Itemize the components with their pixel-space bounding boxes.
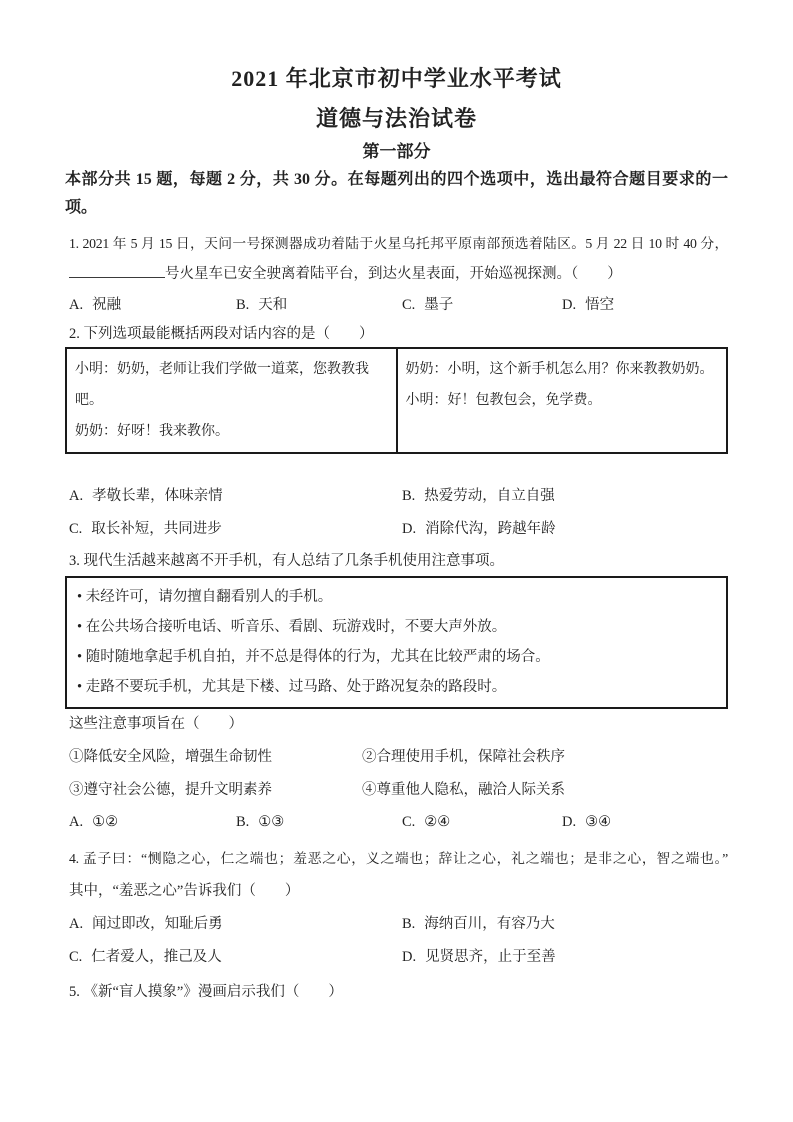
option-text: 取长补短，共同进步 [91,521,222,537]
question-3-option-c [402,807,562,838]
question-1-stem-line1: 1. 2021 年 5 月 15 日，天问一号探测器成功着陆于火星乌托邦平原南部预选着陆区。5 月 22 日 10 时 40 分， [69,236,728,251]
question-4-option-c [69,941,402,974]
section-heading: 第一部分 [362,142,431,161]
question-4-option-d [402,941,728,974]
option-text: 墨子 [424,297,454,313]
option-label: A. [69,814,84,830]
option-label: D. [402,949,417,965]
question-4-stem-line2: 其中，“羞恶之心”告诉我们（ ） [69,883,300,899]
option-label: C. [69,949,83,965]
question-3-options [65,807,728,838]
dialogue-line: 小明：好！包教包会，免学费。 [405,393,602,408]
option-label: D. [402,521,417,537]
option-text: 祝融 [92,297,122,313]
question-4-option-a [69,908,402,941]
dialogue-line: 小明：奶奶，老师让我们学做一道菜，您教教我吧。 [75,362,369,408]
note-item: • 未经许可，请勿擅自翻看别人的手机。 [77,589,333,605]
question-1-stem-line2 [65,259,728,290]
option-label: A. [69,916,84,932]
question-3-points [65,741,728,807]
section-instructions-line1: 本部分共 15 题，每题 2 分，共 30 分。在每题列出的四个选项中，选出最符合题目要求的一 [65,171,728,188]
doc-subtitle: 道德与法治试卷 [315,106,477,131]
question-3-option-d [562,807,728,838]
option-text: 悟空 [585,297,615,313]
question-1-options [65,290,728,321]
question-1-stem-line2-text: 号火星车已安全驶离着陆平台，到达火星表面，开始巡视探测。（ ） [165,266,622,282]
question-2-option-a [69,480,402,513]
question-5-stem: 5. 《新“盲人摸象”》漫画启示我们（ ） [69,984,343,1000]
option-text: 消除代沟，跨越年龄 [425,521,556,537]
point-item-2: ②合理使用手机，保障社会秩序 [362,749,565,765]
dialogue-line: 奶奶：好呀！我来教你。 [75,424,229,439]
option-text: 仁者爱人，推己及人 [91,949,222,965]
question-1-option-d [562,290,728,321]
dialogue-cell-right [397,348,728,453]
option-text: ①② [92,814,119,830]
option-label: B. [402,916,416,932]
option-text: 天和 [258,297,288,313]
page-content [65,0,728,1007]
option-text: 闻过即改，知耻后勇 [92,916,223,932]
option-label: A. [69,297,84,313]
question-2-options [65,480,728,546]
point-item-1: ①降低安全风险，增强生命韧性 [69,749,272,765]
question-3-follow-up: 这些注意事项旨在（ ） [69,716,243,732]
option-text: 海纳百川，有容乃大 [424,916,555,932]
point-item-4: ④尊重他人隐私，融洽人际关系 [362,782,565,798]
point-item-3: ③遵守社会公德，提升文明素养 [69,782,272,798]
note-item: • 走路不要玩手机，尤其是下楼、过马路、处于路况复杂的路段时。 [77,679,507,695]
option-label: D. [562,297,577,313]
option-label: B. [236,814,250,830]
question-4-options [65,908,728,974]
dialogue-table [65,347,728,454]
option-label: B. [236,297,250,313]
option-label: C. [402,297,416,313]
section-instructions-line2: 项。 [65,199,98,216]
question-4-stem-line1: 4. 孟子曰：“恻隐之心，仁之端也；羞恶之心，义之端也；辞让之心，礼之端也；是非之心，智之端也。” [69,851,728,866]
option-label: A. [69,488,84,504]
option-label: B. [402,488,416,504]
phone-usage-notes-box [65,576,728,709]
question-2-option-d [402,513,728,546]
question-1-option-c [402,290,562,321]
option-label: C. [69,521,83,537]
question-2-option-b [402,480,728,513]
dialogue-table-row [66,348,727,453]
question-3-stem: 3. 现代生活越来越离不开手机，有人总结了几条手机使用注意事项。 [69,553,504,569]
note-item: • 在公共场合接听电话、听音乐、看剧、玩游戏时，不要大声外放。 [77,619,507,635]
note-item: • 随时随地拿起手机自拍，并不总是得体的行为，尤其在比较严肃的场合。 [77,649,550,665]
option-text: 热爱劳动，自立自强 [424,488,555,504]
option-text: 孝敬长辈，体味亲情 [92,488,223,504]
option-label: D. [562,814,577,830]
question-3-option-a [69,807,236,838]
fill-in-blank [69,265,165,278]
option-label: C. [402,814,416,830]
question-1-option-b [236,290,402,321]
dialogue-line: 奶奶：小明，这个新手机怎么用？你来教教奶奶。 [405,362,714,377]
dialogue-cell-left [66,348,397,453]
question-1-option-a [69,290,236,321]
question-2-option-c [69,513,402,546]
doc-title: 2021 年北京市初中学业水平考试 [231,66,562,91]
question-4-option-b [402,908,728,941]
question-2-stem: 2. 下列选项最能概括两段对话内容的是（ ） [69,326,374,342]
option-text: ③④ [585,814,612,830]
option-text: ②④ [424,814,451,830]
question-3-option-b [236,807,402,838]
option-text: 见贤思齐，止于至善 [425,949,556,965]
option-text: ①③ [258,814,285,830]
